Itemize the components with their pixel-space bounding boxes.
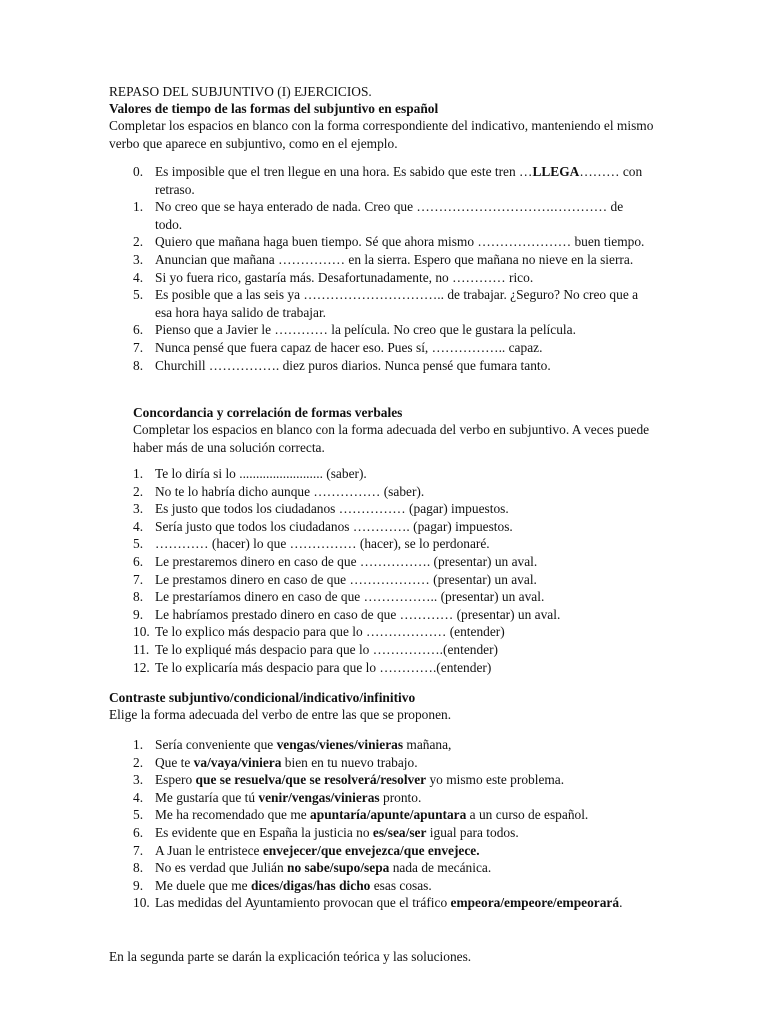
section3-list: [133, 736, 673, 912]
verb-options: va/vaya/viniera: [193, 754, 282, 770]
list-item: [133, 877, 673, 895]
item-number: 11.: [133, 641, 150, 657]
list-item: [133, 641, 653, 659]
item-number: 3.: [133, 251, 144, 267]
item-text-before: Me gustaría que tú: [155, 789, 259, 805]
item-text: Anuncian que mañana …………… en la sierra. Espero que mañana no nieve en la sierra.: [155, 251, 634, 267]
example-answer: LLEGA: [532, 164, 580, 179]
verb-options: es/sea/ser: [372, 824, 427, 840]
item-text: No te lo habría dicho aunque …………… (saber).: [155, 483, 425, 499]
section1-list: [133, 163, 653, 374]
item-text-before: Me ha recomendado que me: [155, 807, 311, 823]
item-number: 6.: [133, 553, 144, 569]
item-number: 4.: [133, 269, 144, 285]
item-number: 4.: [133, 789, 144, 805]
item-text-before: Me duele que me: [155, 877, 251, 893]
item-text-before: Espero: [155, 772, 196, 788]
item-number: 5.: [133, 807, 144, 823]
list-item: [133, 251, 653, 269]
list-item: [133, 588, 653, 606]
list-item: [133, 286, 653, 321]
document-title: REPASO DEL SUBJUNTIVO (I) EJERCICIOS.: [109, 84, 372, 99]
item-number: 7.: [133, 571, 144, 587]
item-text-after: nada de mecánica.: [389, 860, 492, 876]
list-item: [133, 789, 673, 807]
item-number: 1.: [133, 466, 144, 481]
list-item: [133, 806, 673, 824]
item-text-before: No es verdad que Julián: [155, 860, 288, 876]
list-item: [133, 606, 653, 624]
verb-options: no sabe/supo/sepa: [287, 860, 390, 876]
list-item: [133, 500, 653, 518]
item-number: 8.: [133, 860, 144, 876]
item-text: Si yo fuera rico, gastaría más. Desafortunadamente, no ………… rico.: [155, 269, 534, 285]
item-number: 1.: [133, 737, 144, 752]
section1-instructions: Completar los espacios en blanco con la forma correspondiente del indicativo, manteniendo el mismo verbo que aparece en subjuntivo, como en el ejemplo.: [109, 118, 654, 151]
item-number: 8.: [133, 357, 144, 373]
list-item: [133, 754, 673, 772]
section3-instructions: Elige la forma adecuada del verbo de entre las que se proponen.: [109, 707, 452, 722]
item-text: Te lo diría si lo ......................... (saber).: [155, 466, 367, 481]
item-text: No creo que se haya enterado de nada. Creo que ………………………….………… de todo.: [155, 199, 624, 232]
item-text: Le habríamos prestado dinero en caso de que ………… (presentar) un aval.: [155, 606, 561, 622]
item-number: 6.: [133, 824, 144, 840]
item-number: 10.: [133, 895, 150, 911]
item-text-after: pronto.: [379, 789, 422, 805]
section3-title: Contraste subjuntivo/condicional/indicativo/infinitivo: [109, 690, 416, 705]
item-text-after: ……… con retraso.: [155, 164, 643, 197]
list-item: [133, 736, 673, 754]
item-text: Le prestamos dinero en caso de que ……………… (presentar) un aval.: [155, 571, 537, 587]
list-item: [133, 465, 653, 483]
item-number: 2.: [133, 483, 144, 499]
list-item: [133, 269, 653, 287]
section2-list: [133, 465, 653, 676]
item-text-after: yo mismo este problema.: [426, 772, 565, 788]
item-number: 3.: [133, 501, 144, 517]
verb-options: vengas/vienes/vinieras: [276, 737, 404, 752]
list-item: [133, 894, 673, 912]
item-text-before: Sería conveniente que: [155, 737, 277, 752]
verb-options: que se resuelva/que se resolverá/resolver: [195, 772, 427, 788]
item-text-after: a un curso de español.: [466, 807, 589, 823]
item-text: Es posible que a las seis ya ………………………….. de trabajar. ¿Seguro? No creo que a esa hora haya salido de trabajar.: [155, 287, 639, 320]
item-text: Te lo explico más despacio para que lo ……………… (entender): [155, 624, 505, 640]
verb-options: envejecer/que envejezca/que envejece.: [262, 842, 480, 858]
item-text-before: Que te: [155, 754, 194, 770]
item-number: 6.: [133, 322, 144, 338]
item-number: 0.: [133, 164, 144, 179]
item-text-after: .: [619, 895, 623, 911]
item-text: Nunca pensé que fuera capaz de hacer eso. Pues sí, …………….. capaz.: [155, 339, 543, 355]
verb-options: empeora/empeore/empeorará: [450, 895, 620, 911]
item-text-before: Es imposible que el tren llegue en una hora. Es sabido que este tren …: [155, 164, 533, 179]
list-item: [133, 842, 673, 860]
item-text: Churchill ……………. diez puros diarios. Nunca pensé que fumara tanto.: [155, 357, 551, 373]
item-text: Pienso que a Javier le ………… la película. No creo que le gustara la película.: [155, 322, 576, 338]
list-item: [133, 553, 653, 571]
item-text: Sería justo que todos los ciudadanos …………. (pagar) impuestos.: [155, 518, 513, 534]
item-text: Quiero que mañana haga buen tiempo. Sé que ahora mismo ………………… buen tiempo.: [155, 234, 645, 250]
item-number: 5.: [133, 536, 144, 552]
list-item: [133, 623, 653, 641]
closing-note: En la segunda parte se darán la explicación teórica y las soluciones.: [109, 949, 472, 964]
list-item: [133, 163, 653, 198]
item-number: 7.: [133, 842, 144, 858]
item-text: Le prestaremos dinero en caso de que ……………. (presentar) un aval.: [155, 553, 538, 569]
item-number: 9.: [133, 606, 144, 622]
list-item: [133, 321, 653, 339]
section1-title: Valores de tiempo de las formas del subjuntivo en español: [109, 101, 439, 116]
item-text-after: bien en tu nuevo trabajo.: [281, 754, 418, 770]
item-number: 3.: [133, 772, 144, 788]
item-text: Te lo explicaría más despacio para que lo ………….(entender): [155, 659, 492, 675]
item-text-after: mañana,: [403, 737, 452, 752]
item-text-after: esas cosas.: [370, 877, 432, 893]
item-number: 5.: [133, 287, 144, 303]
item-text: Te lo expliqué más despacio para que lo …………….(entender): [155, 641, 499, 657]
item-number: 1.: [133, 199, 144, 215]
item-text: Le prestaríamos dinero en caso de que …………….. (presentar) un aval.: [155, 589, 545, 605]
item-number: 12.: [133, 659, 150, 675]
verb-options: venir/vengas/vinieras: [258, 789, 380, 805]
list-item: [133, 233, 653, 251]
list-item: [133, 339, 653, 357]
item-text-after: igual para todos.: [426, 824, 519, 840]
item-number: 4.: [133, 518, 144, 534]
list-item: [133, 483, 653, 501]
item-text: Es justo que todos los ciudadanos …………… (pagar) impuestos.: [155, 501, 509, 517]
verb-options: dices/digas/has dicho: [250, 877, 371, 893]
item-number: 2.: [133, 754, 144, 770]
item-text-before: Es evidente que en España la justicia no: [155, 824, 373, 840]
list-item: [133, 859, 673, 877]
item-number: 10.: [133, 624, 150, 640]
item-number: 8.: [133, 589, 144, 605]
section2-title: Concordancia y correlación de formas verbales: [133, 405, 403, 420]
list-item: [133, 198, 653, 233]
item-text-before: Las medidas del Ayuntamiento provocan que el tráfico: [155, 895, 451, 911]
verb-options: apuntaría/apunte/apuntara: [310, 807, 467, 823]
item-number: 2.: [133, 234, 144, 250]
item-text: ………… (hacer) lo que …………… (hacer), se lo perdonaré.: [155, 536, 490, 552]
list-item: [133, 571, 653, 589]
list-item: [133, 824, 673, 842]
list-item: [133, 357, 653, 375]
item-number: 9.: [133, 877, 144, 893]
item-number: 7.: [133, 339, 144, 355]
item-text-before: A Juan le entristece: [155, 842, 263, 858]
list-item: [133, 518, 653, 536]
section2-instructions: Completar los espacios en blanco con la forma adecuada del verbo en subjuntivo. A veces puede haber más de una solución correcta.: [133, 422, 650, 455]
list-item: [133, 659, 653, 677]
list-item: [133, 771, 673, 789]
list-item: [133, 535, 653, 553]
